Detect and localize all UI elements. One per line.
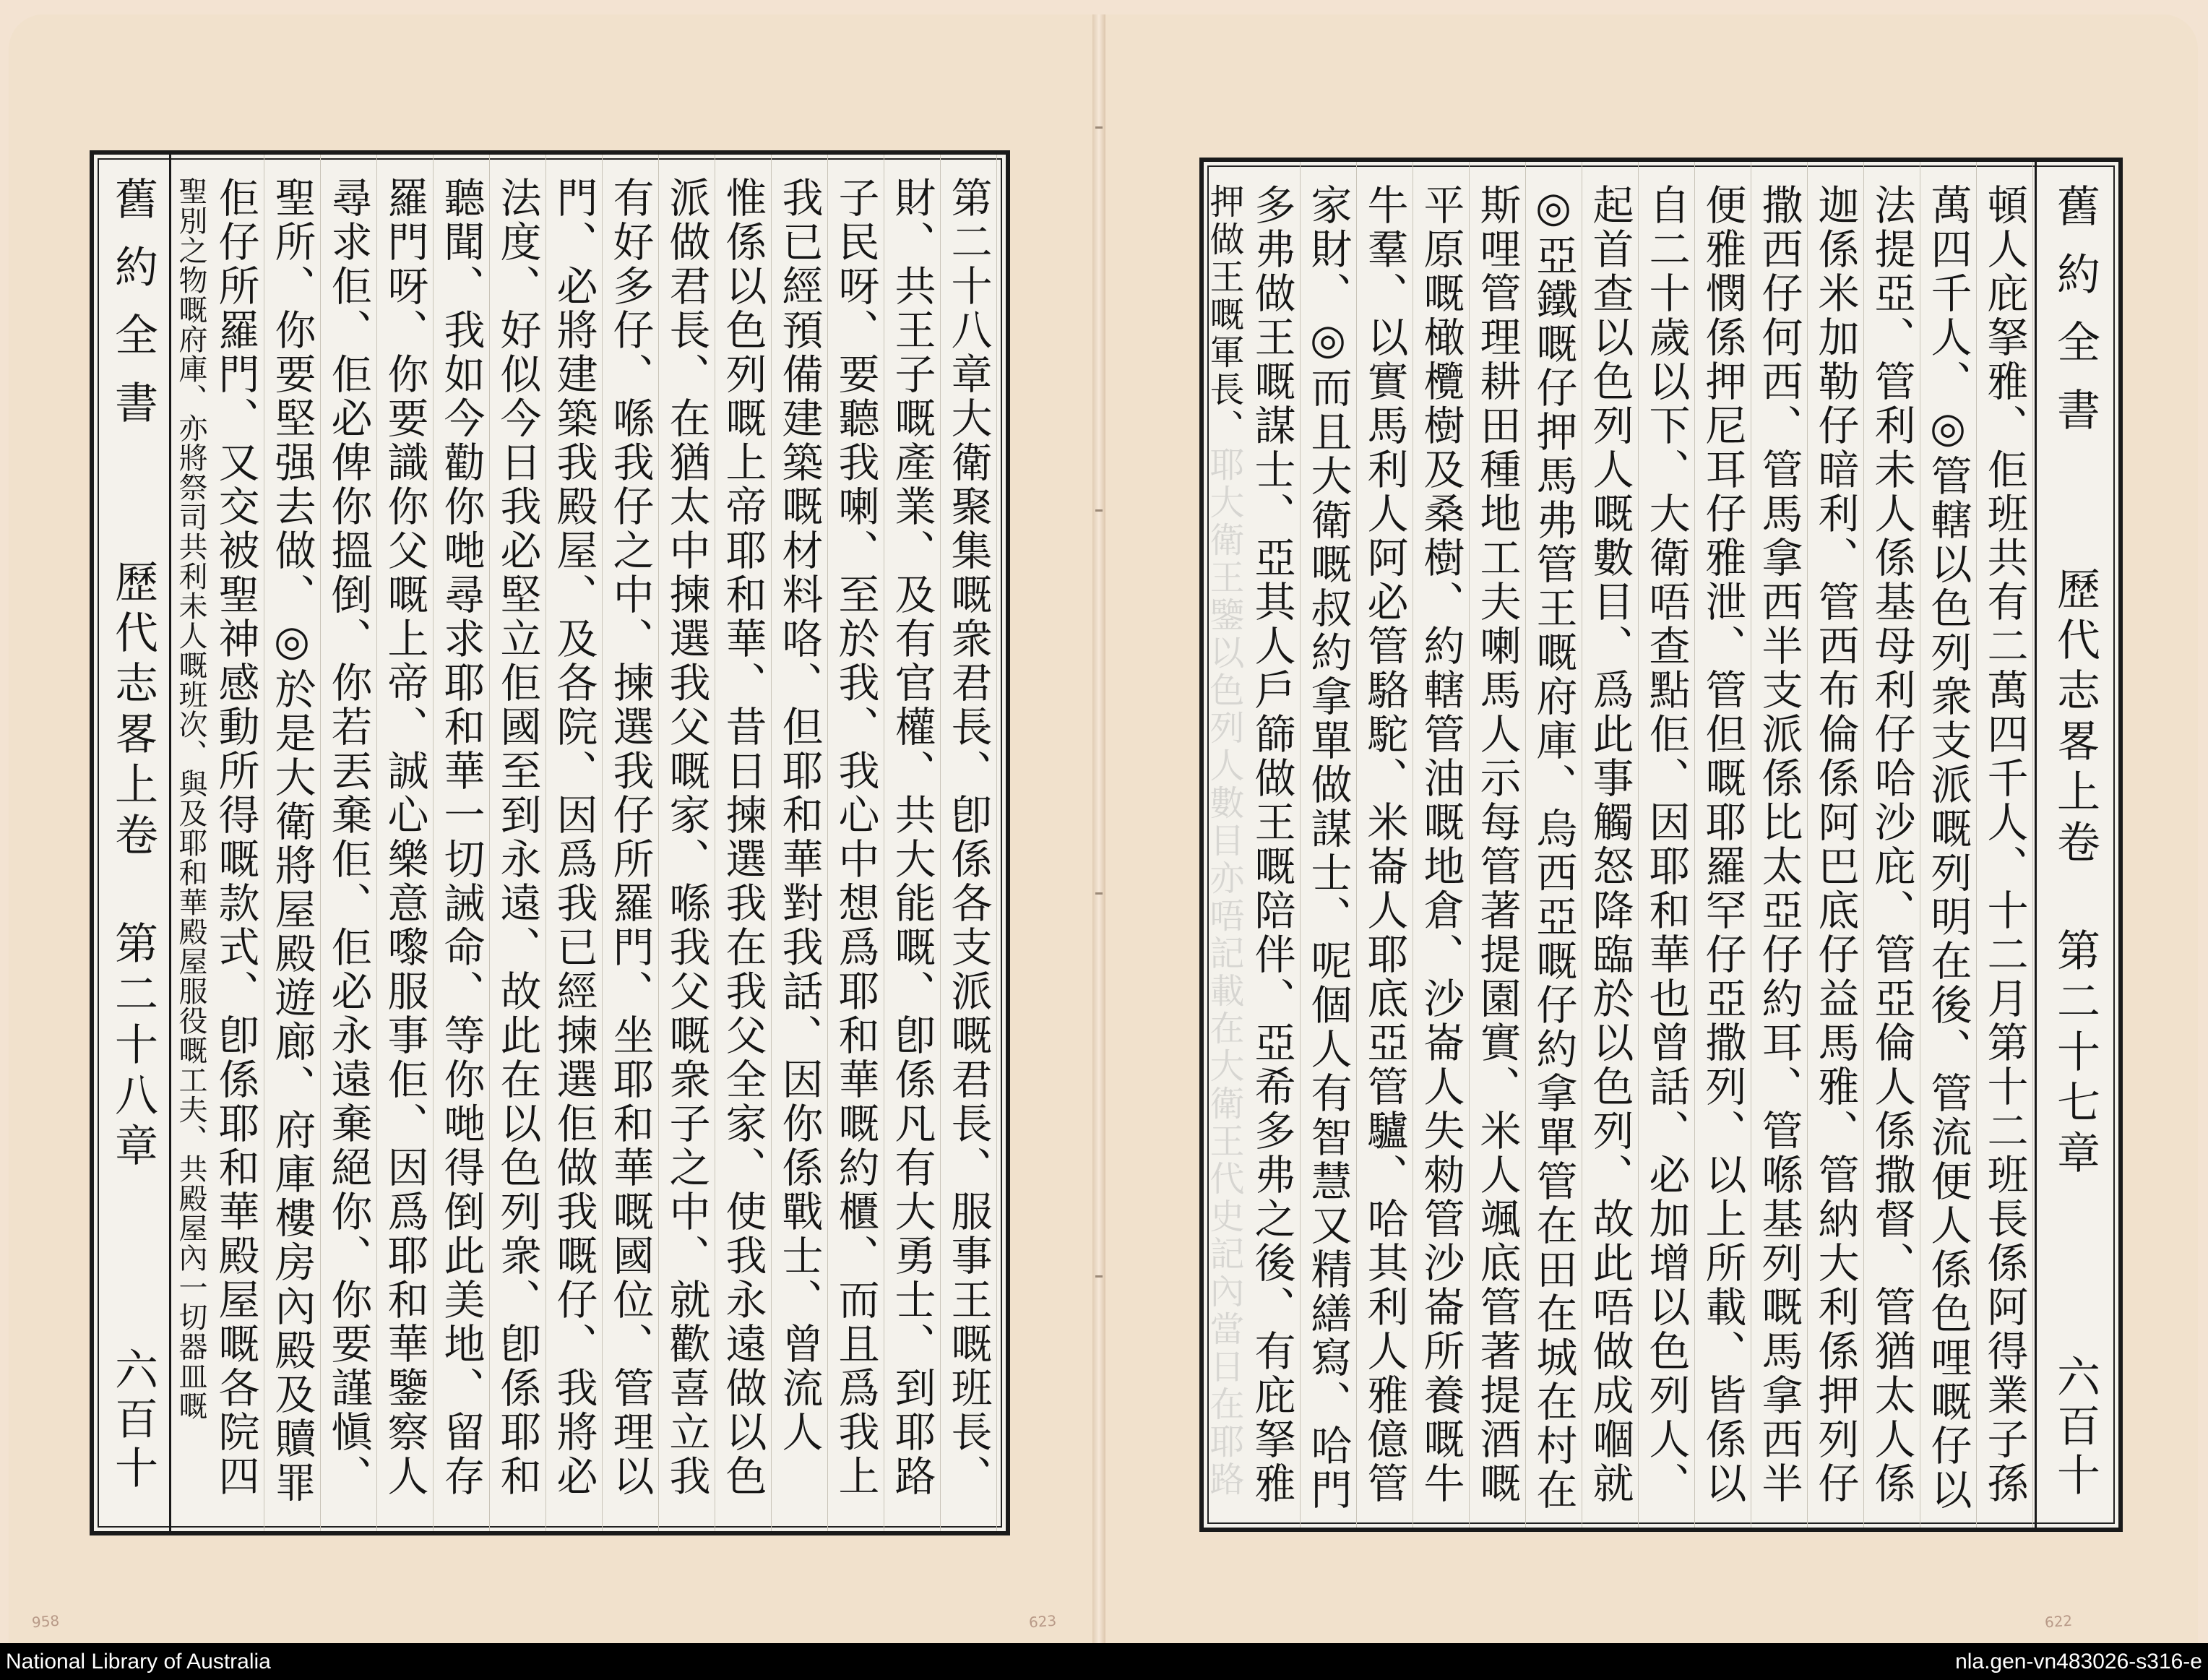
text-column: 第二十八章大衛聚集嘅衆君長、卽係各支派嘅君長、服事王嘅班長、: [941, 155, 997, 1531]
text-column: 便雅憫係押尼耳仔雅泄、管但嘅耶羅罕仔亞撒列、以上所載、皆係以: [1695, 162, 1751, 1528]
binding-stitch: [1095, 126, 1103, 129]
text-column: 牛羣、以實馬利人阿必管駱駝、米崙人耶底亞管驢、哈其利人雅億管: [1357, 162, 1413, 1528]
text-column: 有好多仔、喺我仔之中、揀選我仔所羅門、坐耶和華嘅國位、管理以: [603, 155, 659, 1531]
text-column: 派做君長、在猶太中揀選我父嘅家、喺我父嘅衆子之中、就歡喜立我: [659, 155, 715, 1531]
text-column: 萬四千人、◎管轄以色列衆支派嘅列明在後、管流便人係色哩嘅仔以: [1920, 162, 1977, 1528]
text-column: 多弗做王嘅謀士、亞其人戶篩做王嘅陪伴、亞希多弗之後、有庇拏雅: [1244, 162, 1301, 1528]
text-column: 起首查以色列人嘅數目、爲此事觸怒降臨於以色列、故此唔做成嗰就: [1582, 162, 1639, 1528]
bleed-through-text: 耶大衛王鑒以色列人數目亦唔記載在大衛王代史記內當日在耶路: [1204, 447, 1244, 1499]
right-page-book-title: 舊約全書: [2050, 184, 2100, 455]
text-column: 惟係以色列嘅上帝耶和華、昔日揀選我在我父全家、使我永遠做以色: [715, 155, 772, 1531]
text-column: 我已經預備建築嘅材料咯、但耶和華對我話、因你係戰士、曾流人: [772, 155, 828, 1531]
right-text-frame: [1199, 158, 2123, 1532]
binding-stitch: [1095, 1275, 1103, 1278]
text-column: 迦係米加勒仔暗利、管西布倫係阿巴底仔益馬雅、管納大利係押列仔: [1808, 162, 1864, 1528]
text-column: ◎亞鐵嘅仔押馬弗管王嘅府庫、烏西亞嘅仔約拿單管在田在城在村在: [1526, 162, 1582, 1528]
left-page-chapter-label: 第二十八章: [108, 921, 158, 1173]
right-page-chapter-label: 第二十七章: [2050, 928, 2100, 1181]
text-column: 尋求佢、佢必俾你搵倒、你若丟棄佢、佢必永遠棄絕你、你要謹愼、: [321, 155, 377, 1531]
left-page-section-title: 歷代志畧上卷: [108, 559, 158, 863]
text-column: 自二十歲以下、大衛唔查點佢、因耶和華也曾話、必加增以色列人、: [1639, 162, 1695, 1528]
text-column: 佢仔所羅門、又交被聖神感動所得嘅款式、卽係耶和華殿屋嘅各院四: [208, 155, 264, 1531]
left-text-frame: [90, 150, 1010, 1535]
library-credit: National Library of Australia: [6, 1650, 271, 1673]
text-column: 財、共王子嘅產業、及有官權、共大能嘅、卽係凡有大勇士、到耶路: [884, 155, 941, 1531]
right-page-number: 六百十: [2050, 1354, 2100, 1502]
text-column: 斯哩管理耕田種地工夫喇馬人示每管著提園實、米人颯底管著提酒嘅: [1470, 162, 1526, 1528]
text-column: 子民呀、要聽我喇、至於我、我心中想爲耶和華嘅約櫃、而且爲我上: [828, 155, 884, 1531]
text-column: 羅門呀、你要識你父嘅上帝、誠心樂意嚟服事佢、因爲耶和華鑒察人: [377, 155, 434, 1531]
text-column: 撒西仔何西、管馬拿西半支派係比太亞仔約耳、管喺基列嘅馬拿西半: [1751, 162, 1808, 1528]
right-page-margin-column: [2040, 162, 2110, 1528]
margin-rule: [2035, 162, 2037, 1528]
text-column: 聽聞、我如今勸你哋尋求耶和華一切誡命、等你哋得倒此美地、留存: [434, 155, 490, 1531]
text-column: 聖別之物嘅府庫、亦將祭司共利未人嘅班次、與及耶和華殿屋服役嘅工夫、共殿屋內一切器皿嘅: [174, 176, 207, 1421]
margin-rule: [169, 155, 171, 1531]
left-page-pencil-mark: 623: [1028, 1611, 1057, 1632]
left-page-margin-column: [98, 155, 168, 1531]
book-gutter: [1092, 14, 1105, 1643]
text-column: 法提亞、管利未人係基母利仔哈沙庇、管亞倫人係撒督、管猶太人係: [1864, 162, 1920, 1528]
binding-stitch: [1095, 509, 1103, 512]
image-identifier: nla.gen-vn483026-s316-e: [1955, 1650, 2202, 1673]
right-page-section-title: 歷代志畧上卷: [2050, 567, 2100, 870]
left-page-book-title: 舊約全書: [108, 176, 158, 448]
text-column: 聖所、你要堅强去做、◎於是大衛將屋殿遊廊、府庫樓房內殿及贖罪: [264, 155, 321, 1531]
text-column: 門、必將建築我殿屋、及各院、因爲我已經揀選佢做我嘅仔、我將必: [546, 155, 603, 1531]
text-column: 平原嘅橄欖樹及桑樹、約轄管油嘅地倉、沙崙人失勑管沙崙所養嘅牛: [1413, 162, 1470, 1528]
text-column: 法度、好似今日我必堅立佢國至到永遠、故此在以色列衆、卽係耶和: [490, 155, 546, 1531]
text-column: 家財、◎而且大衛嘅叔約拿單做謀士、呢個人有智慧又精繕寫、哈門: [1301, 162, 1357, 1528]
footer-bar: [0, 1643, 2208, 1680]
left-page-pencil-mark-faint: 958: [31, 1611, 60, 1632]
final-column-text: 押做王嘅軍長、: [1204, 184, 1244, 447]
text-column: 頓人庇拏雅、佢班共有二萬四千人、十二月第十二班長係阿得業子孫: [1977, 162, 2033, 1528]
right-page-pencil-mark: 622: [2044, 1611, 2073, 1632]
left-page-number: 六百十: [108, 1347, 158, 1494]
binding-stitch: [1095, 892, 1103, 895]
text-column-final: [1204, 162, 1244, 1528]
